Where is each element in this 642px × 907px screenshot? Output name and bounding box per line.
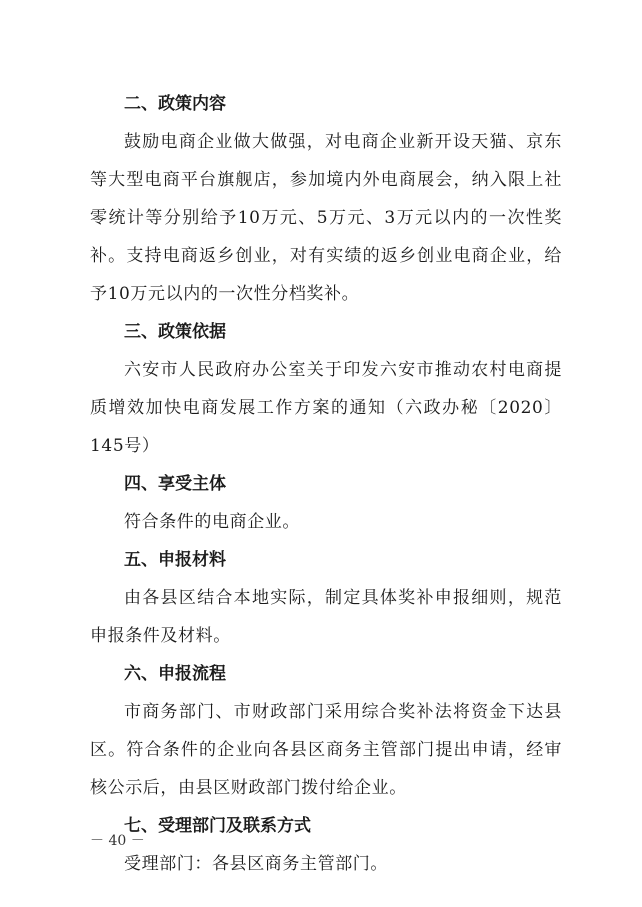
section-paragraph-application-process: 市商务部门、市财政部门采用综合奖补法将资金下达县区。符合条件的企业向各县区商务主管部门提出申请，经审核公示后，由县区财政部门拨付给企业。 bbox=[90, 702, 562, 798]
section-paragraph-beneficiary: 符合条件的电商企业。 bbox=[124, 512, 300, 532]
section-paragraph-policy-basis: 六安市人民政府办公室关于印发六安市推动农村电商提质增效加快电商发展工作方案的通知（六政办秘〔2020〕145号） bbox=[90, 360, 562, 456]
section-paragraph-policy-content: 鼓励电商企业做大做强，对电商企业新开设天猫、京东等大型电商平台旗舰店，参加境内外电商展会，纳入限上社零统计等分别给予10万元、5万元、3万元以内的一次性奖补。支持电商返乡创业，对有实绩的返乡创业电商企业，给予10万元以内的一次性分档奖补。 bbox=[90, 132, 562, 304]
page-number: － 40 － bbox=[90, 833, 145, 849]
section-heading-policy-content: 二、政策内容 bbox=[124, 94, 226, 114]
section-heading-application-materials: 五、申报材料 bbox=[124, 550, 226, 570]
section-paragraph-contact: 受理部门：各县区商务主管部门。 bbox=[124, 854, 388, 874]
section-heading-policy-basis: 三、政策依据 bbox=[124, 322, 226, 342]
section-heading-contact: 七、受理部门及联系方式 bbox=[124, 816, 311, 836]
document-body bbox=[90, 85, 562, 883]
section-heading-application-process: 六、申报流程 bbox=[124, 664, 226, 684]
section-heading-beneficiary: 四、享受主体 bbox=[124, 474, 226, 494]
section-paragraph-application-materials: 由各县区结合本地实际，制定具体奖补申报细则，规范申报条件及材料。 bbox=[90, 588, 562, 646]
